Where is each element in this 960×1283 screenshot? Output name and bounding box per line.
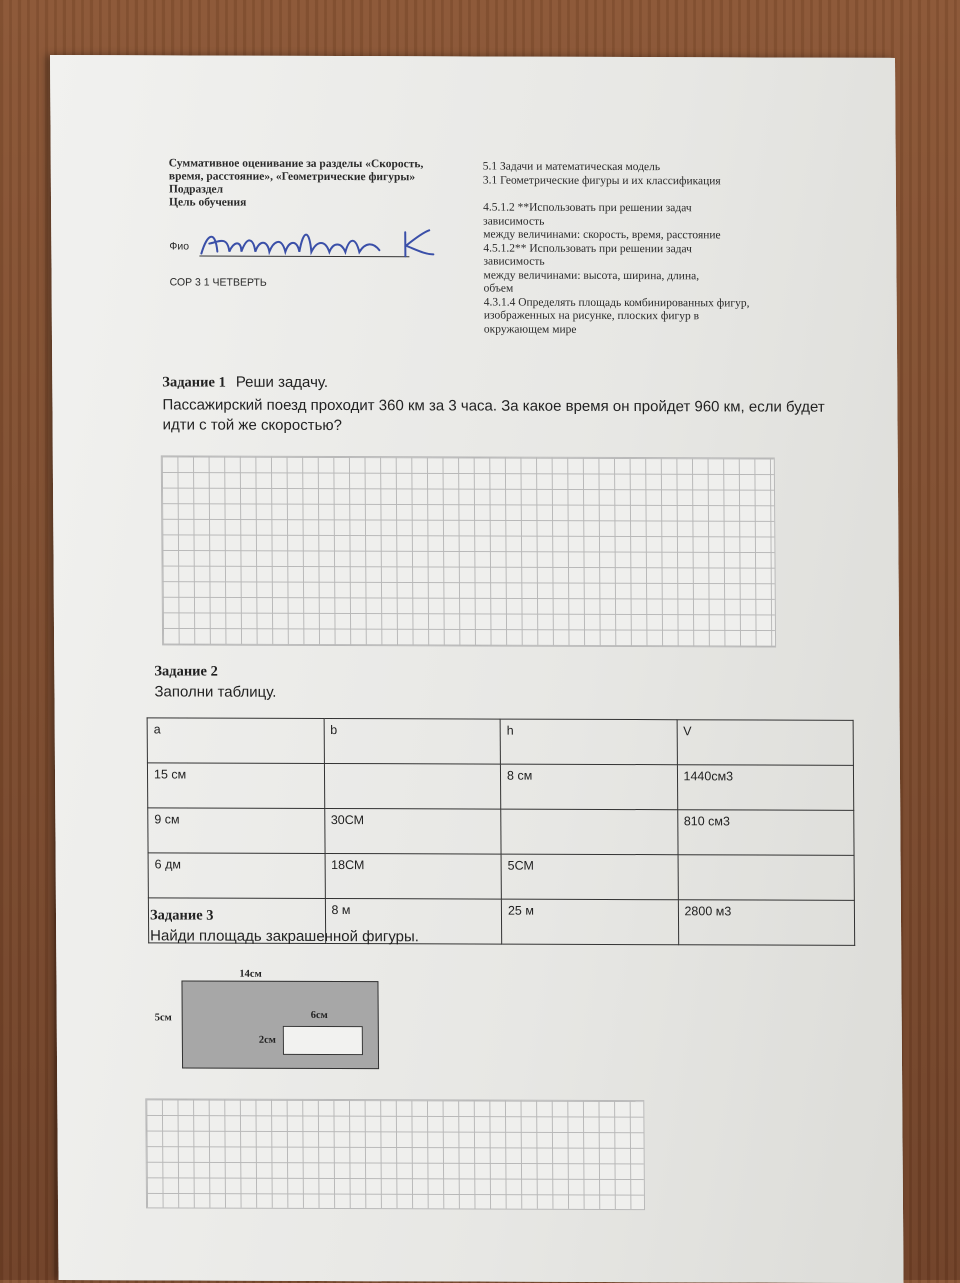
header-cell-v: V [677, 720, 854, 766]
figure-width-label: 14см [239, 968, 262, 980]
task1-title: Задание 1 [162, 374, 226, 391]
task1-text [162, 396, 882, 436]
fio-label: Фио [169, 240, 190, 253]
task1-heading [162, 373, 328, 392]
volume-table [147, 717, 856, 945]
task1-answer-grid [161, 455, 776, 647]
worksheet-page [50, 55, 904, 1283]
objective-line: между величинами: высота, ширина, длина, [483, 269, 700, 282]
task3-prompt: Найди площадь закрашенной фигуры. [150, 927, 419, 946]
header-cell-b: b [324, 718, 501, 764]
objective-line: зависимость [483, 215, 545, 228]
table-row [148, 853, 854, 900]
header-left-line: Суммативное оценивание за разделы «Скорость, [168, 157, 424, 171]
task2-prompt: Заполни таблицу. [154, 683, 277, 701]
objective-line: 4.3.1.4 Определять площадь комбинированных фигур, [483, 296, 750, 309]
table-cell: 1440см3 [677, 765, 854, 811]
section-line: 3.1 Геометрические фигуры и их классификация [482, 174, 721, 187]
task1-text-line: Пассажирский поезд проходит 360 км за 3 часа. За какое время он пройдет 960 км, если будет [162, 396, 825, 416]
table-cell: 9 см [148, 808, 325, 854]
inner-width-label: 6см [310, 1009, 328, 1021]
task3-title: Задание 3 [149, 907, 214, 924]
header-cell-h: h [500, 719, 677, 765]
objective-line: 4.5.1.2** Использовать при решении задач [483, 242, 692, 255]
table-cell: 8 см [500, 764, 677, 810]
table-row [147, 763, 853, 810]
header-left-line: Подраздел [168, 183, 224, 196]
table-cell: 810 см3 [677, 810, 854, 856]
figure-height-label: 5см [154, 1012, 172, 1024]
unshaded-inner-rectangle [283, 1026, 363, 1055]
objective-line: 4.5.1.2 **Использовать при решении задач [483, 201, 692, 215]
sor-label: СОР 3 1 ЧЕТВЕРТЬ [169, 276, 267, 289]
section-line: 5.1 Задачи и математическая модель [482, 160, 661, 174]
table-cell: 6 дм [148, 853, 325, 899]
header-left-block [169, 157, 469, 210]
table-cell [501, 809, 678, 855]
handwritten-name-signature [193, 224, 453, 265]
table-cell: 30СМ [324, 808, 501, 854]
objective-line: объем [483, 282, 514, 295]
table-cell: 8 м [325, 898, 502, 944]
task3-answer-grid [145, 1098, 645, 1210]
table-cell [678, 855, 855, 901]
table-cell: 5СМ [501, 854, 678, 900]
objective-line: между величинами: скорость, время, расстояние [483, 228, 721, 242]
table-header-row [147, 718, 853, 765]
table-cell: 25 м [501, 899, 678, 945]
header-cell-a: a [147, 718, 324, 764]
inner-height-label: 2см [258, 1034, 276, 1046]
header-left-line: время, расстояние», «Геометрические фигуры» [168, 170, 416, 184]
shaded-rectangle-figure [181, 980, 379, 1069]
table-cell: 15 см [147, 763, 324, 809]
header-left-line: Цель обучения [168, 196, 247, 209]
table-cell: 18СМ [325, 853, 502, 899]
task1-prompt: Реши задачу. [235, 373, 329, 391]
task1-text-line: идти с той же скоростью? [162, 416, 343, 435]
task2-title: Задание 2 [154, 663, 218, 680]
objective-line: окружающем мире [483, 323, 577, 336]
header-right-block [483, 161, 804, 338]
objective-line: изображенных на рисунке, плоских фигур в [483, 309, 700, 323]
objective-line: зависимость [483, 255, 545, 268]
table-cell: 2800 м3 [678, 900, 855, 946]
table-row [148, 808, 854, 855]
table-cell [324, 763, 501, 809]
